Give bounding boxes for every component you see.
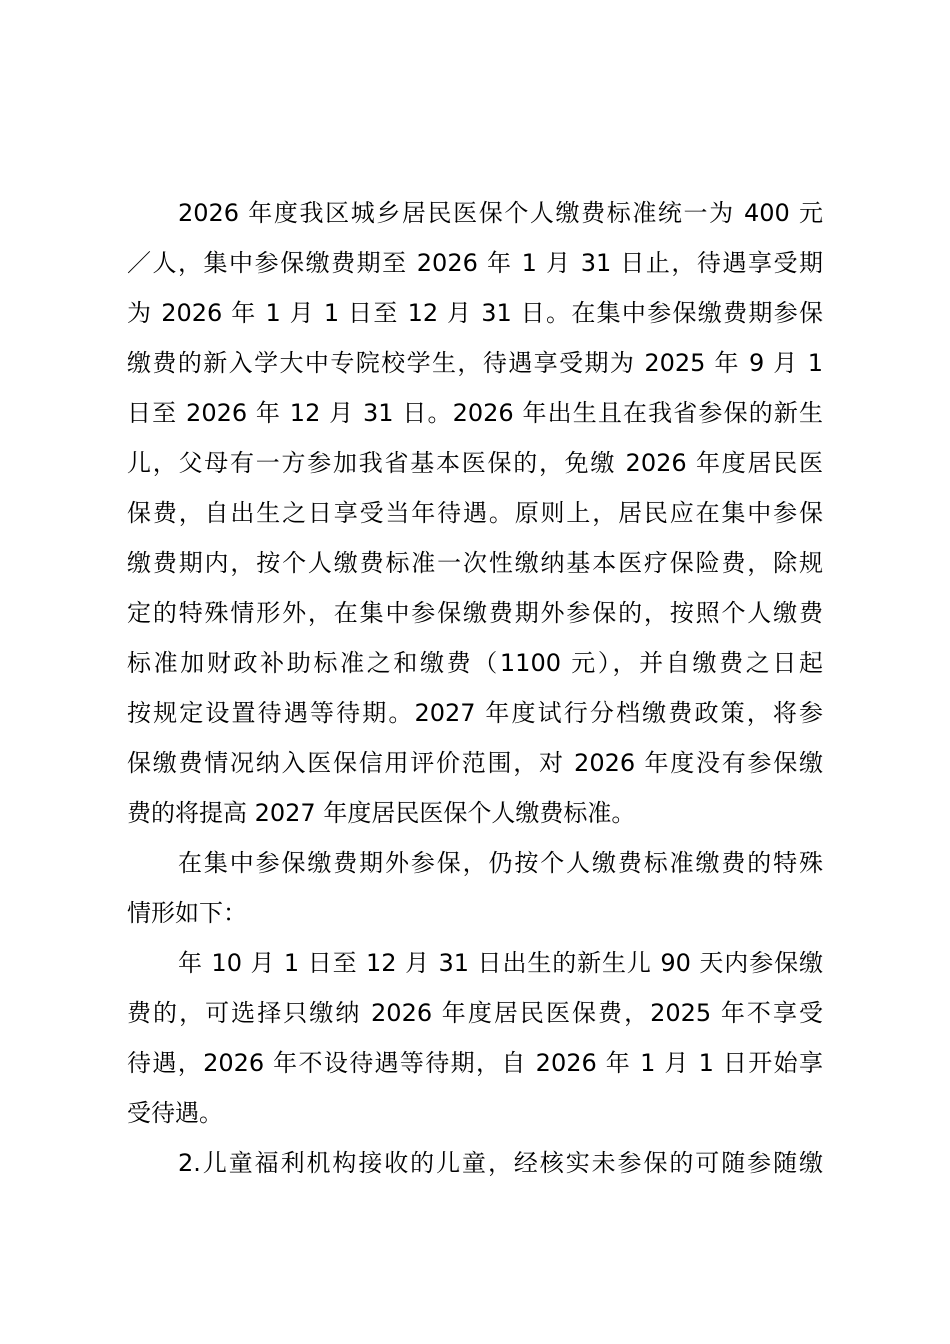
text-line: 保费，自出生之日享受当年待遇。原则上，居民应在集中参保 xyxy=(127,499,823,527)
paragraph-newborn-case xyxy=(127,938,823,1138)
text-line: 定的特殊情形外，在集中参保缴费期外参保的，按照个人缴费 xyxy=(127,599,823,627)
text-line: 待遇，2026 年不设待遇等待期，自 2026 年 1 月 1 日开始享 xyxy=(127,1049,823,1077)
text-line: 日至 2026 年 12 月 31 日。2026 年出生且在我省参保的新生 xyxy=(127,399,823,427)
text-line: 为 2026 年 1 月 1 日至 12 月 31 日。在集中参保缴费期参保 xyxy=(127,299,823,327)
paragraph-contribution-standard xyxy=(127,188,823,838)
paragraph-welfare-children-case xyxy=(127,1138,823,1188)
text-line: 2.儿童福利机构接收的儿童，经核实未参保的可随参随缴 xyxy=(178,1149,823,1177)
text-line: 受待遇。 xyxy=(127,1099,223,1127)
text-line: 在集中参保缴费期外参保，仍按个人缴费标准缴费的特殊 xyxy=(178,849,823,877)
text-line: 缴费期内，按个人缴费标准一次性缴纳基本医疗保险费，除规 xyxy=(127,549,823,577)
text-line: 情形如下： xyxy=(127,899,247,927)
text-line: 2026 年度我区城乡居民医保个人缴费标准统一为 400 元 xyxy=(178,199,823,227)
text-line: 年 10 月 1 日至 12 月 31 日出生的新生儿 90 天内参保缴 xyxy=(178,949,823,977)
text-line: 缴费的新入学大中专院校学生，待遇享受期为 2025 年 9 月 1 xyxy=(127,349,823,377)
text-line: ／人，集中参保缴费期至 2026 年 1 月 31 日止，待遇享受期 xyxy=(127,249,823,277)
text-line: 按规定设置待遇等待期。2027 年度试行分档缴费政策，将参 xyxy=(127,699,823,727)
text-line: 费的将提高 2027 年度居民医保个人缴费标准。 xyxy=(127,799,636,827)
paragraph-special-cases-intro xyxy=(127,838,823,938)
document-page xyxy=(127,188,823,1188)
text-line: 费的，可选择只缴纳 2026 年度居民医保费，2025 年不享受 xyxy=(127,999,823,1027)
text-line: 保缴费情况纳入医保信用评价范围，对 2026 年度没有参保缴 xyxy=(127,749,823,777)
text-line: 标准加财政补助标准之和缴费（1100 元），并自缴费之日起 xyxy=(127,649,823,677)
text-line: 儿，父母有一方参加我省基本医保的，免缴 2026 年度居民医 xyxy=(127,449,823,477)
